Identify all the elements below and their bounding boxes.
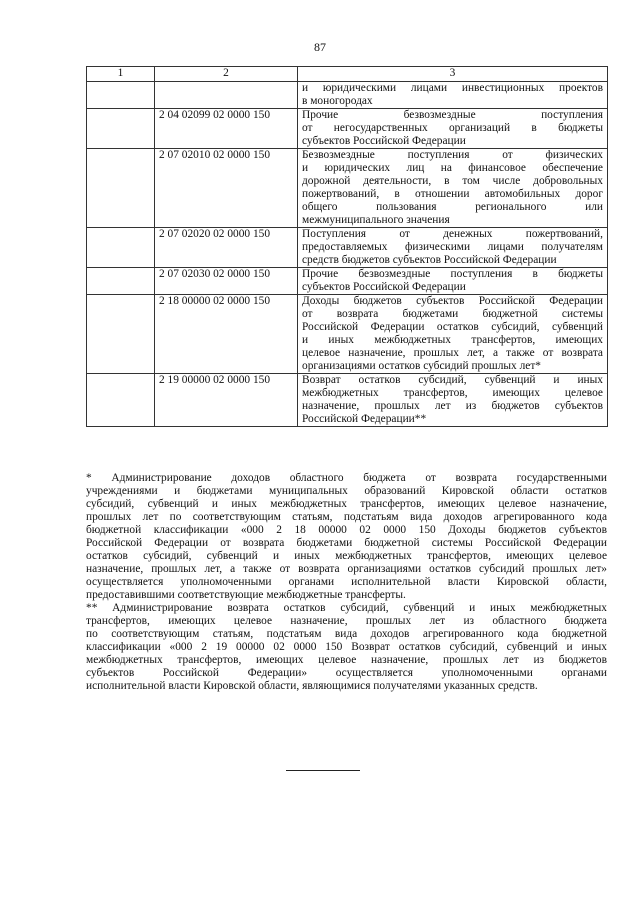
description-line: и юридических лиц на финансовое обеспечение <box>302 162 603 174</box>
footnote-line: назначение, прошлых лет, а также от возврата организациями остатков субсидий прошлых лет» <box>86 563 607 575</box>
table-row <box>87 109 608 149</box>
column-header-1: 1 <box>87 67 155 82</box>
table-row <box>87 268 608 295</box>
footnote-line: межбюджетных трансфертов, имеющих целевое назначение, прошлых лет из бюджетов <box>86 654 607 666</box>
description-line: межмуниципального значения <box>302 214 450 226</box>
description-line: Российской Федерации** <box>302 413 427 425</box>
end-divider <box>286 770 360 771</box>
page-number: 87 <box>314 40 326 54</box>
footnote-line: по соответствующим статьям, подстатьям вида доходов агрегированного кода бюджетной <box>86 628 607 640</box>
description-line: Прочие безвозмездные поступления в бюджеты <box>302 268 603 280</box>
income-description <box>298 82 608 109</box>
description-line: назначение, прошлых лет из бюджетов субъектов <box>302 400 603 412</box>
income-description <box>298 268 608 295</box>
footnote-line: остатков субсидий, субвенций и иных межбюджетных трансфертов, имеющих целевое <box>86 550 607 562</box>
classification-code: 2 04 02099 02 0000 150 <box>155 109 298 149</box>
description-line: в моногородах <box>302 95 373 107</box>
footnote-line: ** Администрирование возврата остатков субсидий, субвенций и иных межбюджетных <box>86 602 607 614</box>
description-line: от негосударственных организаций в бюджеты <box>302 122 603 134</box>
description-line: субъектов Российской Федерации <box>302 135 466 147</box>
classification-code: 2 18 00000 02 0000 150 <box>155 295 298 374</box>
description-line: Доходы бюджетов субъектов Российской Федерации <box>302 295 603 307</box>
row-number-cell <box>87 295 155 374</box>
description-line: межбюджетных трансфертов, имеющих целевое <box>302 387 603 399</box>
description-line: пожертвований, в отношении автомобильных дорог <box>302 188 603 200</box>
footnote-line: Российской Федерации от возврата бюджетами бюджетной системы Российской Федерации <box>86 537 607 549</box>
column-header-3: 3 <box>298 67 608 82</box>
table-row <box>87 149 608 228</box>
classification-code: 2 19 00000 02 0000 150 <box>155 374 298 427</box>
classification-code: 2 07 02020 02 0000 150 <box>155 228 298 268</box>
row-number-cell <box>87 374 155 427</box>
footnote-line: осуществляется уполномоченными органами исполнительной власти Кировской области, <box>86 576 607 588</box>
description-line: общего пользования регионального или <box>302 201 603 213</box>
description-line: Возврат остатков субсидий, субвенций и иных <box>302 374 603 386</box>
table-row <box>87 228 608 268</box>
footnote-line: трансфертов, имеющих целевое назначение, прошлых лет из областного бюджета <box>86 615 607 627</box>
row-number-cell <box>87 109 155 149</box>
description-line: Поступления от денежных пожертвований, <box>302 228 603 240</box>
footnote-line: бюджетной классификации «000 2 18 00000 02 0000 150 Доходы бюджетов субъектов <box>86 524 607 536</box>
column-header-2: 2 <box>155 67 298 82</box>
description-line: субъектов Российской Федерации <box>302 281 466 293</box>
income-description <box>298 295 608 374</box>
table-body <box>87 82 608 427</box>
description-line: организациями остатков субсидий прошлых лет* <box>302 360 541 372</box>
income-description <box>298 228 608 268</box>
description-line: дорожной деятельности, в том числе добровольных <box>302 175 603 187</box>
description-line: предоставляемых физическими лицами получателям <box>302 241 603 253</box>
table-row <box>87 295 608 374</box>
income-description <box>298 109 608 149</box>
footnote-line: субсидий, субвенций и иных межбюджетных трансфертов, имеющих целевое назначение, <box>86 498 607 510</box>
table-row <box>87 82 608 109</box>
classification-code: 2 07 02010 02 0000 150 <box>155 149 298 228</box>
table-header-row <box>87 67 608 82</box>
income-description <box>298 374 608 427</box>
description-line: Российской Федерации остатков субсидий, субвенций <box>302 321 603 333</box>
footnote-1 <box>86 472 607 602</box>
footnote-line: прошлых лет по соответствующим статьям, подстатьям вида доходов агрегированного кода <box>86 511 607 523</box>
budget-classification-table <box>86 66 608 427</box>
row-number-cell <box>87 149 155 228</box>
row-number-cell <box>87 82 155 109</box>
description-line: Прочие безвозмездные поступления <box>302 109 603 121</box>
footnote-line: исполнительной власти Кировской области, являющимися получателями указанных средств. <box>86 680 538 692</box>
footnote-line: предоставившими соответствующие межбюджетные трансферты. <box>86 589 406 601</box>
footnote-2 <box>86 602 607 693</box>
row-number-cell <box>87 268 155 295</box>
footnote-line: субъектов Российской Федерации» осуществляется уполномоченными органами <box>86 667 607 679</box>
income-description <box>298 149 608 228</box>
description-line: целевое назначение, прошлых лет, а также от возврата <box>302 347 603 359</box>
classification-code <box>155 82 298 109</box>
description-line: Безвозмездные поступления от физических <box>302 149 603 161</box>
footnote-line: учреждениями и бюджетами муниципальных образований Кировской области остатков <box>86 485 607 497</box>
classification-code: 2 07 02030 02 0000 150 <box>155 268 298 295</box>
row-number-cell <box>87 228 155 268</box>
description-line: средств бюджетов субъектов Российской Федерации <box>302 254 557 266</box>
description-line: от возврата бюджетами бюджетной системы <box>302 308 603 320</box>
footnote-line: * Администрирование доходов областного бюджета от возврата государственными <box>86 472 607 484</box>
footnotes <box>86 472 607 693</box>
description-line: и иных межбюджетных трансфертов, имеющих <box>302 334 603 346</box>
table-row <box>87 374 608 427</box>
description-line: и юридическими лицами инвестиционных проектов <box>302 82 603 94</box>
footnote-line: классификации «000 2 19 00000 02 0000 150 Возврат остатков субсидий, субвенций и иных <box>86 641 607 653</box>
